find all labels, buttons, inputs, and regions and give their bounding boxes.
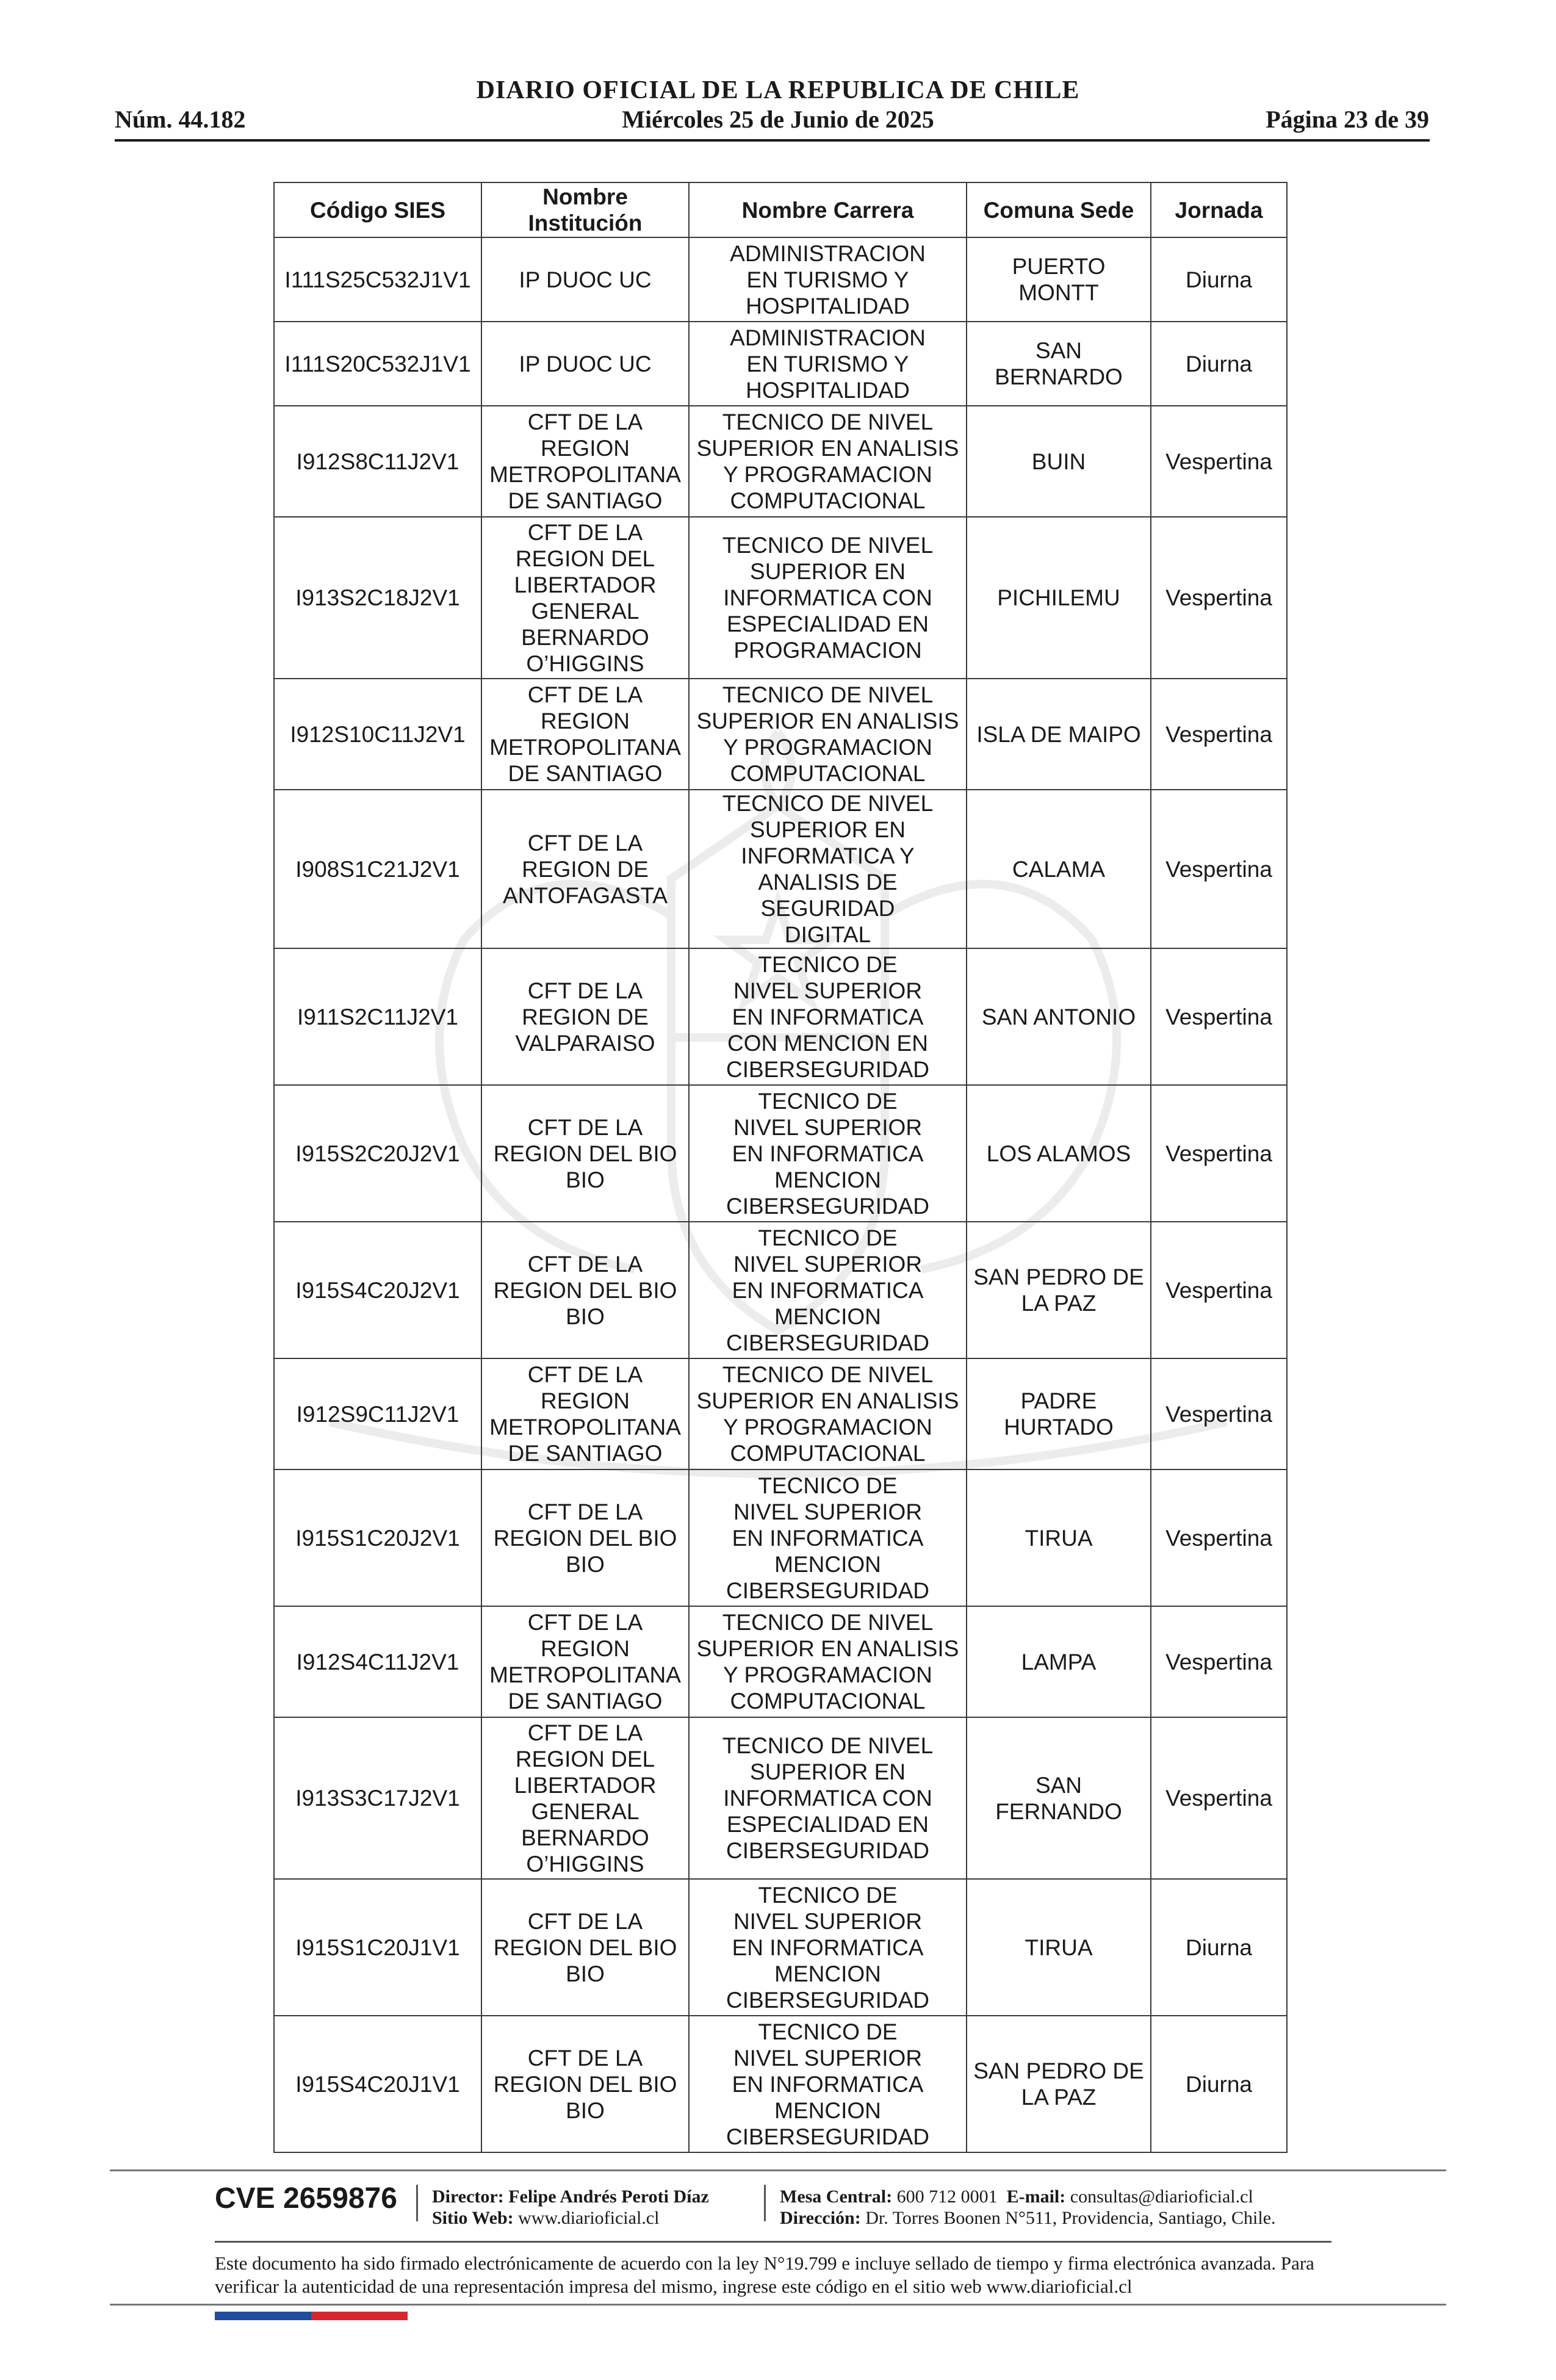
cell-jornada: Vespertina: [1151, 1085, 1287, 1222]
cell-codigo-sies: I915S4C20J2V1: [274, 1222, 481, 1358]
header-codigo-sies: Código SIES: [274, 182, 481, 237]
address-text: Dr. Torres Boonen N°511, Providencia, Santiago, Chile.: [865, 2208, 1276, 2228]
cell-comuna: SAN PEDRO DE LA PAZ: [967, 2016, 1151, 2152]
header-nombre-carrera: Nombre Carrera: [689, 182, 967, 237]
table-row: [274, 1085, 1287, 1222]
footer-separator: [764, 2185, 766, 2221]
cell-codigo-sies: I912S8C11J2V1: [274, 406, 481, 517]
director-name: Felipe Andrés Peroti Díaz: [508, 2187, 709, 2207]
cell-codigo-sies: I915S4C20J1V1: [274, 2016, 481, 2152]
cell-comuna: CALAMA: [967, 790, 1151, 948]
mesa-label: Mesa Central:: [780, 2187, 893, 2207]
cell-carrera: TECNICO DE NIVEL SUPERIOR EN INFORMATICA MENCION CIBERSEGURIDAD: [689, 1222, 967, 1358]
cell-comuna: BUIN: [967, 406, 1151, 517]
cell-institucion: CFT DE LA REGION DEL BIO BIO: [481, 1222, 689, 1358]
cell-comuna: SAN ANTONIO: [967, 948, 1151, 1085]
cell-institucion: CFT DE LA REGION DEL BIO BIO: [481, 1085, 689, 1222]
header-jornada: Jornada: [1151, 182, 1287, 237]
cell-institucion: CFT DE LA REGION DEL BIO BIO: [481, 2016, 689, 2152]
cell-jornada: Vespertina: [1151, 1222, 1287, 1358]
table-row: [274, 322, 1287, 406]
cell-codigo-sies: I111S25C532J1V1: [274, 237, 481, 322]
footer-top-divider: [110, 2169, 1446, 2171]
table-row: [274, 1879, 1287, 2016]
table-row: [274, 1717, 1287, 1879]
cell-codigo-sies: I912S4C11J2V1: [274, 1606, 481, 1717]
cell-carrera: TECNICO DE NIVEL SUPERIOR EN ANALISIS Y PROGRAMACION COMPUTACIONAL: [689, 406, 967, 517]
cell-comuna: PADRE HURTADO: [967, 1358, 1151, 1469]
address-line: [780, 2207, 1276, 2229]
cell-carrera: TECNICO DE NIVEL SUPERIOR EN INFORMATICA MENCION CIBERSEGURIDAD: [689, 1879, 967, 2016]
cell-jornada: Vespertina: [1151, 517, 1287, 679]
issue-date: Miércoles 25 de Junio de 2025: [622, 106, 934, 133]
cell-codigo-sies: I913S2C18J2V1: [274, 517, 481, 679]
table-row: [274, 679, 1287, 790]
cell-carrera: TECNICO DE NIVEL SUPERIOR EN INFORMATICA MENCION CIBERSEGURIDAD: [689, 2016, 967, 2152]
cell-carrera: ADMINISTRACION EN TURISMO Y HOSPITALIDAD: [689, 322, 967, 406]
contact-line: [780, 2186, 1253, 2208]
cell-institucion: IP DUOC UC: [481, 237, 689, 322]
page-number: Página 23 de 39: [1266, 106, 1429, 133]
cell-carrera: TECNICO DE NIVEL SUPERIOR EN INFORMATICA CON ESPECIALIDAD EN CIBERSEGURIDAD: [689, 1717, 967, 1879]
table-row: [274, 1606, 1287, 1717]
cell-jornada: Vespertina: [1151, 790, 1287, 948]
cell-codigo-sies: I915S1C20J1V1: [274, 1879, 481, 2016]
cell-institucion: CFT DE LA REGION DEL LIBERTADOR GENERAL BERNARDO O’HIGGINS: [481, 517, 689, 679]
table-row: [274, 237, 1287, 322]
cell-jornada: Vespertina: [1151, 1606, 1287, 1717]
cell-codigo-sies: I111S20C532J1V1: [274, 322, 481, 406]
issue-number: Núm. 44.182: [115, 106, 246, 133]
table-row: [274, 2016, 1287, 2152]
table-row: [274, 790, 1287, 948]
cell-institucion: CFT DE LA REGION METROPOLITANA DE SANTIAGO: [481, 679, 689, 790]
legal-notice: Este documento ha sido firmado electrónicamente de acuerdo con la ley N°19.799 e incluye sellado de tiempo y firma electrónica avanzada. Para verificar la autenticidad de una representación impresa del mismo, ingrese este código en el sitio web www.diarioficial.cl: [215, 2252, 1314, 2297]
cell-carrera: TECNICO DE NIVEL SUPERIOR EN INFORMATICA CON ESPECIALIDAD EN PROGRAMACION: [689, 517, 967, 679]
cell-carrera: TECNICO DE NIVEL SUPERIOR EN INFORMATICA Y ANALISIS DE SEGURIDAD DIGITAL: [689, 790, 967, 948]
cell-jornada: Vespertina: [1151, 679, 1287, 790]
publication-title: DIARIO OFICIAL DE LA REPUBLICA DE CHILE: [476, 76, 1080, 104]
website-link[interactable]: www.diarioficial.cl: [518, 2208, 660, 2228]
flag-stripe-blue: [215, 2312, 311, 2320]
cell-institucion: CFT DE LA REGION METROPOLITANA DE SANTIAGO: [481, 406, 689, 517]
cell-jornada: Diurna: [1151, 237, 1287, 322]
cell-jornada: Vespertina: [1151, 1469, 1287, 1606]
cell-comuna: PUERTO MONTT: [967, 237, 1151, 322]
cell-codigo-sies: I912S10C11J2V1: [274, 679, 481, 790]
cell-jornada: Vespertina: [1151, 406, 1287, 517]
header-nombre-institucion: Nombre Institución: [481, 182, 689, 237]
cell-carrera: TECNICO DE NIVEL SUPERIOR EN ANALISIS Y PROGRAMACION COMPUTACIONAL: [689, 1606, 967, 1717]
mesa-phone: 600 712 0001: [896, 2187, 998, 2207]
cell-codigo-sies: I911S2C11J2V1: [274, 948, 481, 1085]
cell-jornada: Diurna: [1151, 2016, 1287, 2152]
cell-comuna: SAN PEDRO DE LA PAZ: [967, 1222, 1151, 1358]
cell-comuna: PICHILEMU: [967, 517, 1151, 679]
cell-institucion: IP DUOC UC: [481, 322, 689, 406]
cve-code: CVE 2659876: [215, 2182, 397, 2215]
cell-comuna: LOS ALAMOS: [967, 1085, 1151, 1222]
cell-carrera: TECNICO DE NIVEL SUPERIOR EN ANALISIS Y PROGRAMACION COMPUTACIONAL: [689, 679, 967, 790]
cell-comuna: ISLA DE MAIPO: [967, 679, 1151, 790]
table-row: [274, 948, 1287, 1085]
director-line: [432, 2186, 709, 2208]
cell-institucion: CFT DE LA REGION DE VALPARAISO: [481, 948, 689, 1085]
cell-comuna: SAN FERNANDO: [967, 1717, 1151, 1879]
cell-jornada: Vespertina: [1151, 948, 1287, 1085]
cell-jornada: Diurna: [1151, 322, 1287, 406]
cell-comuna: TIRUA: [967, 1879, 1151, 2016]
cell-carrera: TECNICO DE NIVEL SUPERIOR EN INFORMATICA CON MENCION EN CIBERSEGURIDAD: [689, 948, 967, 1085]
footer-bottom-divider: [110, 2304, 1446, 2306]
cell-codigo-sies: I912S9C11J2V1: [274, 1358, 481, 1469]
website-label: Sitio Web:: [432, 2208, 514, 2228]
cell-comuna: TIRUA: [967, 1469, 1151, 1606]
cell-jornada: Vespertina: [1151, 1358, 1287, 1469]
cell-carrera: ADMINISTRACION EN TURISMO Y HOSPITALIDAD: [689, 237, 967, 322]
cell-institucion: CFT DE LA REGION DEL BIO BIO: [481, 1879, 689, 2016]
website-line: [432, 2207, 659, 2229]
cell-institucion: CFT DE LA REGION DE ANTOFAGASTA: [481, 790, 689, 948]
footer-middle-divider: [215, 2241, 1331, 2243]
cell-codigo-sies: I915S2C20J2V1: [274, 1085, 481, 1222]
header-divider: [115, 139, 1430, 142]
table-row: [274, 1358, 1287, 1469]
cell-institucion: CFT DE LA REGION METROPOLITANA DE SANTIAGO: [481, 1358, 689, 1469]
footer-separator: [416, 2185, 418, 2221]
cell-carrera: TECNICO DE NIVEL SUPERIOR EN INFORMATICA MENCION CIBERSEGURIDAD: [689, 1085, 967, 1222]
table-row: [274, 1469, 1287, 1606]
cell-codigo-sies: I908S1C21J2V1: [274, 790, 481, 948]
header-comuna-sede: Comuna Sede: [967, 182, 1151, 237]
cell-comuna: LAMPA: [967, 1606, 1151, 1717]
cell-institucion: CFT DE LA REGION DEL BIO BIO: [481, 1469, 689, 1606]
director-label: Director:: [432, 2187, 504, 2207]
cell-codigo-sies: I915S1C20J2V1: [274, 1469, 481, 1606]
email-link[interactable]: consultas@diarioficial.cl: [1070, 2187, 1253, 2207]
flag-stripe-red: [311, 2312, 408, 2320]
table-row: [274, 517, 1287, 679]
table-header-row: [274, 182, 1287, 237]
table-row: [274, 406, 1287, 517]
careers-table: [273, 182, 1288, 2153]
table-row: [274, 1222, 1287, 1358]
cell-jornada: Vespertina: [1151, 1717, 1287, 1879]
cell-carrera: TECNICO DE NIVEL SUPERIOR EN ANALISIS Y PROGRAMACION COMPUTACIONAL: [689, 1358, 967, 1469]
address-label: Dirección:: [780, 2208, 861, 2228]
cell-codigo-sies: I913S3C17J2V1: [274, 1717, 481, 1879]
cell-comuna: SAN BERNARDO: [967, 322, 1151, 406]
cell-institucion: CFT DE LA REGION METROPOLITANA DE SANTIAGO: [481, 1606, 689, 1717]
cell-jornada: Diurna: [1151, 1879, 1287, 2016]
cell-carrera: TECNICO DE NIVEL SUPERIOR EN INFORMATICA MENCION CIBERSEGURIDAD: [689, 1469, 967, 1606]
email-label: E-mail:: [1006, 2187, 1066, 2207]
cell-institucion: CFT DE LA REGION DEL LIBERTADOR GENERAL BERNARDO O’HIGGINS: [481, 1717, 689, 1879]
